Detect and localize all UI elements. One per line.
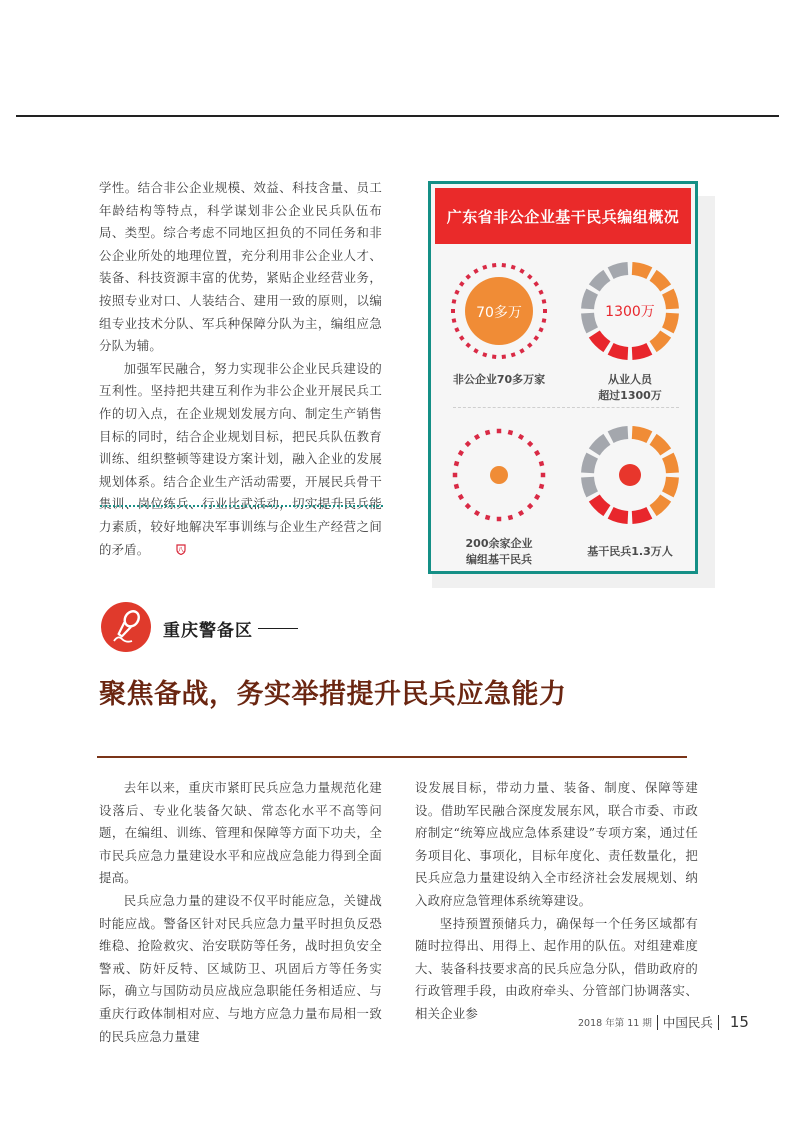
microphone-icon: [100, 601, 152, 653]
ring-segment: [581, 477, 598, 498]
ring-dot: [502, 355, 506, 359]
article-headline: 聚焦备战，务实举措提升民兵应急能力: [99, 679, 567, 710]
ring-dot: [539, 461, 545, 467]
ring-segment: [662, 313, 679, 334]
ring-dot: [538, 327, 543, 332]
stat-militia: [565, 420, 695, 560]
magazine-name: 中国民兵: [662, 1015, 713, 1030]
ring-segment: [608, 262, 629, 279]
header-rule: [16, 115, 779, 117]
ring-dot: [511, 352, 516, 357]
ring-segment: [662, 289, 679, 310]
ring-dot: [458, 450, 464, 456]
ring-segment: [650, 270, 672, 292]
ring-segment: [650, 331, 672, 353]
issue-label: 2018 年第 11 期: [578, 1018, 652, 1029]
ring-segment: [589, 270, 611, 292]
ring-dot: [519, 268, 524, 273]
footer-separator: [718, 1015, 719, 1030]
ring-dot: [538, 290, 543, 295]
ring-dot: [533, 335, 539, 341]
ring-dot: [474, 510, 480, 516]
page-number: 15: [729, 1013, 749, 1031]
ring-dot: [482, 265, 487, 270]
ring-dot: [533, 281, 539, 287]
dotted-ring-graphic: [444, 420, 554, 530]
infographic-card: [428, 181, 698, 574]
stat-organized-enterprises: [434, 420, 564, 568]
ring-segment: [632, 426, 653, 443]
ring-dot: [527, 342, 533, 348]
ring-dot: [492, 355, 496, 359]
ring-dot: [518, 434, 524, 440]
ring-dot: [454, 327, 459, 332]
ring-segment: [650, 495, 672, 517]
dotted-divider: [100, 505, 383, 507]
stat-center-value: 70多万: [476, 305, 522, 321]
ring-segment: [589, 495, 611, 517]
ring-dot: [482, 352, 487, 357]
ring-segment: [581, 453, 598, 474]
paragraph: 民兵应急力量的建设不仅平时能应急，关键战时能应战。警备区针对民兵应急力量平时担负反恐维稳、抢险救灾、治安联防等任务，战时担负安全警戒、防奸反特、区域防卫、巩固后方等任务实际，确立与国防动员应战应急职能任务相适应、与重庆行政体制相对应、与地方应急力量布局相一致的民兵应急力量建: [99, 892, 382, 1044]
stat-employees: [565, 256, 695, 404]
ring-dot: [452, 318, 457, 323]
ring-dot: [497, 517, 502, 522]
lower-left-column: [99, 777, 382, 1048]
ring-dot: [454, 461, 460, 467]
ring-dot: [453, 473, 458, 478]
svg-text:八: 八: [178, 547, 185, 553]
stat-label: [434, 372, 564, 388]
ring-dot: [454, 290, 459, 295]
paragraph: 坚持预置预储兵力，确保每一个任务区域都有随时拉得出、用得上、起作用的队伍。对组建难度大、装备科技要求高的民兵应急分队，借助政府的行政管理手段，由政府牵头、分管部门协调落实、相关企业参: [415, 915, 698, 1021]
shield-end-mark-icon: [151, 540, 185, 553]
segmented-ring-graphic: [575, 256, 685, 366]
ring-dot: [542, 318, 547, 323]
ring-dot: [485, 430, 491, 436]
ring-dot: [497, 429, 502, 434]
ring-dot: [465, 441, 471, 447]
stat-label-line: 非公企业70多万家: [452, 373, 546, 386]
ring-dot: [527, 441, 533, 447]
stat-label-line: 基干民兵1.3万人: [587, 545, 673, 558]
ring-dot: [454, 484, 460, 490]
ring-dot: [458, 494, 464, 500]
ring-dot: [541, 473, 546, 478]
ring-segment: [581, 313, 598, 334]
card-divider: [453, 407, 679, 408]
red-dot: [619, 464, 641, 486]
ring-dot: [527, 274, 533, 280]
infographic-title: 广东省非公企业基干民兵编组概况: [435, 188, 691, 244]
ring-dot: [518, 510, 524, 516]
ring-segment: [632, 507, 653, 524]
stat-label: [565, 372, 695, 404]
ring-dot: [451, 309, 455, 313]
ring-dot: [459, 335, 465, 341]
ring-segment: [632, 262, 653, 279]
paragraph: 学性。结合非公企业规模、效益、科技含量、员工年龄结构等特点，科学谋划非公企业民兵队伍布局、类型。综合考虑不同地区担负的不同任务和非公企业所处的地理位置，充分利用非公企业人才、装备、科技资源丰富的优势，紧贴企业经营业务，按照专业对口、人装结合、建用一致的原则，以编组专业技术分队、军兵种保障分队为主，编组应急分队为辅。: [99, 180, 382, 354]
ring-segment: [650, 434, 672, 456]
footer-separator: [657, 1015, 658, 1030]
stat-label: [434, 536, 564, 568]
section-name: 重庆警备区: [163, 621, 253, 641]
ring-dot: [527, 503, 533, 509]
ring-dot: [452, 299, 457, 304]
lower-right-column: [415, 777, 698, 1026]
section-dash: [258, 628, 298, 629]
paragraph-text: 加强军民融合，努力实现非公企业民兵建设的互利性。坚持把共建互利作为非公企业开展民兵工作的切入点，在企业规划发展方向、制定生产销售目标的同时，结合企业规划目标，把民兵队伍教育训练、组织整顿等建设方案计划，融入企业的发展规划体系。结合企业生产活动需要，开展民兵骨干集训、岗位练兵、行业比武活动，切实提升民兵能力素质，较好地解决军事训练与企业生产经营之间的矛盾。: [99, 360, 382, 557]
stat-center-value: 1300万: [605, 304, 655, 320]
ring-dot: [508, 515, 514, 521]
paragraph: [99, 358, 382, 561]
ring-dot: [459, 281, 465, 287]
paragraph: 去年以来，重庆市紧盯民兵应急力量规范化建设落后、专业化装备欠缺、常态化水平不高等问题，在编组、训练、管理和保障等方面下功夫，全市民兵应急力量建设水平和应战应急能力得到全面提高。: [99, 780, 382, 886]
stat-label-line: 200余家企业: [465, 537, 533, 550]
headline-rule: [97, 756, 687, 758]
ring-segment: [662, 477, 679, 498]
dotted-ring-graphic: [444, 256, 554, 366]
ring-dot: [474, 434, 480, 440]
orange-dot: [490, 466, 508, 484]
ring-segment: [632, 343, 653, 360]
ring-segment: [589, 331, 611, 353]
segmented-ring-graphic: [575, 420, 685, 530]
ring-segment: [608, 426, 629, 443]
stat-label-line: 编组基干民兵: [466, 553, 532, 566]
ring-dot: [542, 299, 547, 304]
ring-dot: [539, 484, 545, 490]
ring-segment: [581, 289, 598, 310]
ring-dot: [543, 309, 547, 313]
stat-label-line: 超过1300万: [598, 389, 662, 402]
ring-dot: [465, 342, 471, 348]
upper-left-column: [99, 177, 382, 561]
ring-dot: [534, 494, 540, 500]
stat-enterprises: [434, 256, 564, 388]
ring-segment: [608, 507, 629, 524]
stat-label-line: 从业人员: [608, 373, 652, 386]
ring-dot: [465, 274, 471, 280]
stat-label: [565, 544, 695, 560]
ring-dot: [511, 265, 516, 270]
ring-dot: [534, 450, 540, 456]
ring-dot: [473, 268, 478, 273]
ring-segment: [589, 434, 611, 456]
page-footer: [578, 1013, 749, 1031]
ring-dot: [485, 515, 491, 521]
ring-dot: [465, 503, 471, 509]
ring-segment: [608, 343, 629, 360]
ring-dot: [508, 430, 514, 436]
ring-segment: [662, 453, 679, 474]
paragraph: 设发展目标，带动力量、装备、制度、保障等建设。借助军民融合深度发展东风，联合市委、市政府制定“统筹应战应急体系建设”专项方案，通过任务项目化、事项化，目标年度化、责任数量化，把民兵应急力量建设纳入全市经济社会发展规划、纳入政府应急管理体系统筹建设。: [415, 780, 698, 908]
ring-dot: [502, 263, 506, 267]
ring-dot: [473, 348, 478, 353]
ring-dot: [519, 348, 524, 353]
ring-dot: [492, 263, 496, 267]
